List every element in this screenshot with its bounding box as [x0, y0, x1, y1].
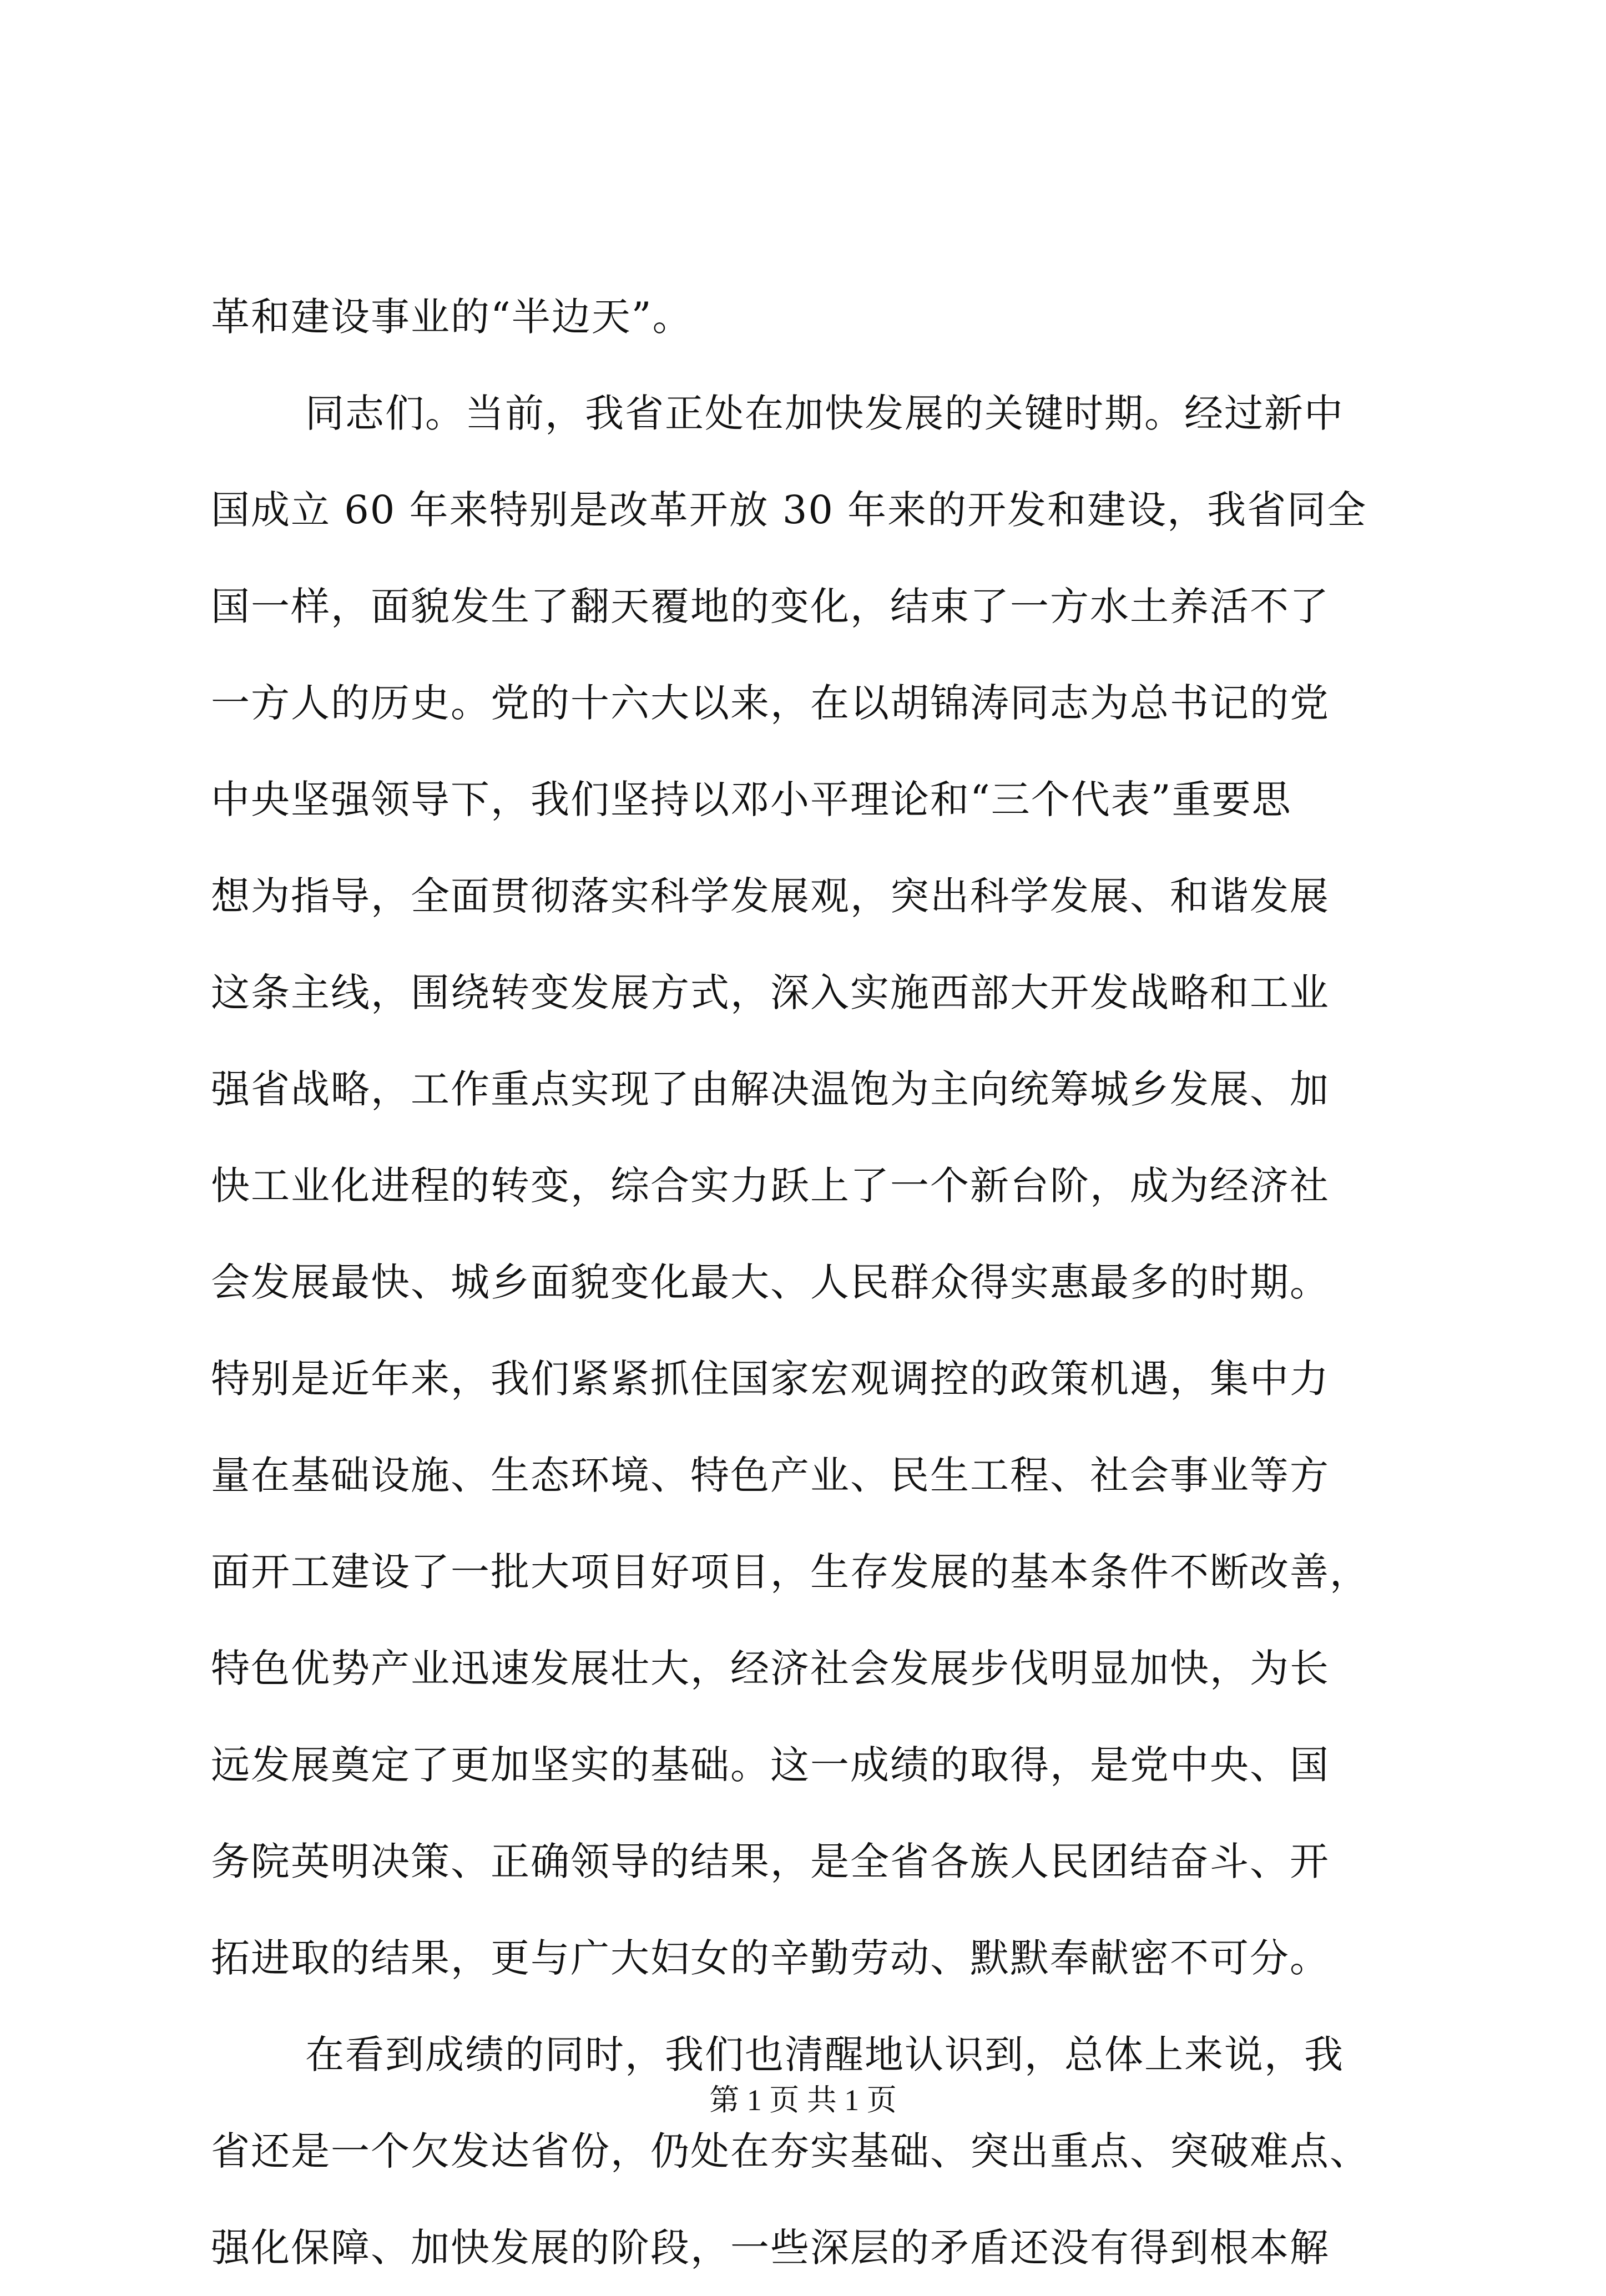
text-line: 革和建设事业的“半边天”。	[211, 294, 693, 340]
text-line: 省还是一个欠发达省份，仍处在夯实基础、突出重点、突破难点、	[211, 2128, 1370, 2174]
text-line: 面开工建设了一批大项目好项目，生存发展的基本条件不断改善，	[211, 1549, 1370, 1595]
text-line: 强省战略，工作重点实现了由解决温饱为主向统筹城乡发展、加	[211, 1066, 1330, 1112]
text-line: 拓进取的结果，更与广大妇女的辛勤劳动、默默奉献密不可分。	[211, 1935, 1330, 1981]
text-line: 这条主线，围绕转变发展方式，深入实施西部大开发战略和工业	[211, 970, 1330, 1015]
text-line: 快工业化进程的转变，综合实力跃上了一个新台阶，成为经济社	[211, 1163, 1330, 1208]
text-line: 远发展奠定了更加坚实的基础。这一成绩的取得，是党中央、国	[211, 1742, 1330, 1788]
text-line: 国一样，面貌发生了翻天覆地的变化，结束了一方水土养活不了	[211, 584, 1330, 629]
document-body	[211, 269, 1404, 2296]
text-line: 特色优势产业迅速发展壮大，经济社会发展步伐明显加快，为长	[211, 1646, 1330, 1691]
paragraph-first-line: 同志们。当前，我省正处在加快发展的关键时期。经过新中	[305, 391, 1344, 436]
text-line: 一方人的历史。党的十六大以来，在以胡锦涛同志为总书记的党	[211, 680, 1330, 726]
text-line: 务院英明决策、正确领导的结果，是全省各族人民团结奋斗、开	[211, 1839, 1330, 1884]
text-line: 强化保障、加快发展的阶段，一些深层的矛盾还没有得到根本解	[211, 2225, 1330, 2270]
page-footer: 第 1 页 共 1 页	[709, 2083, 897, 2117]
paragraph-first-line: 在看到成绩的同时，我们也清醒地认识到，总体上来说，我	[305, 2032, 1344, 2077]
text-line: 会发展最快、城乡面貌变化最大、人民群众得实惠最多的时期。	[211, 1260, 1330, 1305]
text-line: 特别是近年来，我们紧紧抓住国家宏观调控的政策机遇，集中力	[211, 1356, 1330, 1402]
text-line: 量在基础设施、生态环境、特色产业、民生工程、社会事业等方	[211, 1453, 1330, 1498]
text-line: 国成立 60 年来特别是改革开放 30 年来的开发和建设，我省同全	[211, 487, 1367, 533]
text-line: 想为指导，全面贯彻落实科学发展观，突出科学发展、和谐发展	[211, 873, 1330, 919]
text-line: 中央坚强领导下，我们坚持以邓小平理论和“三个代表”重要思	[211, 777, 1292, 822]
